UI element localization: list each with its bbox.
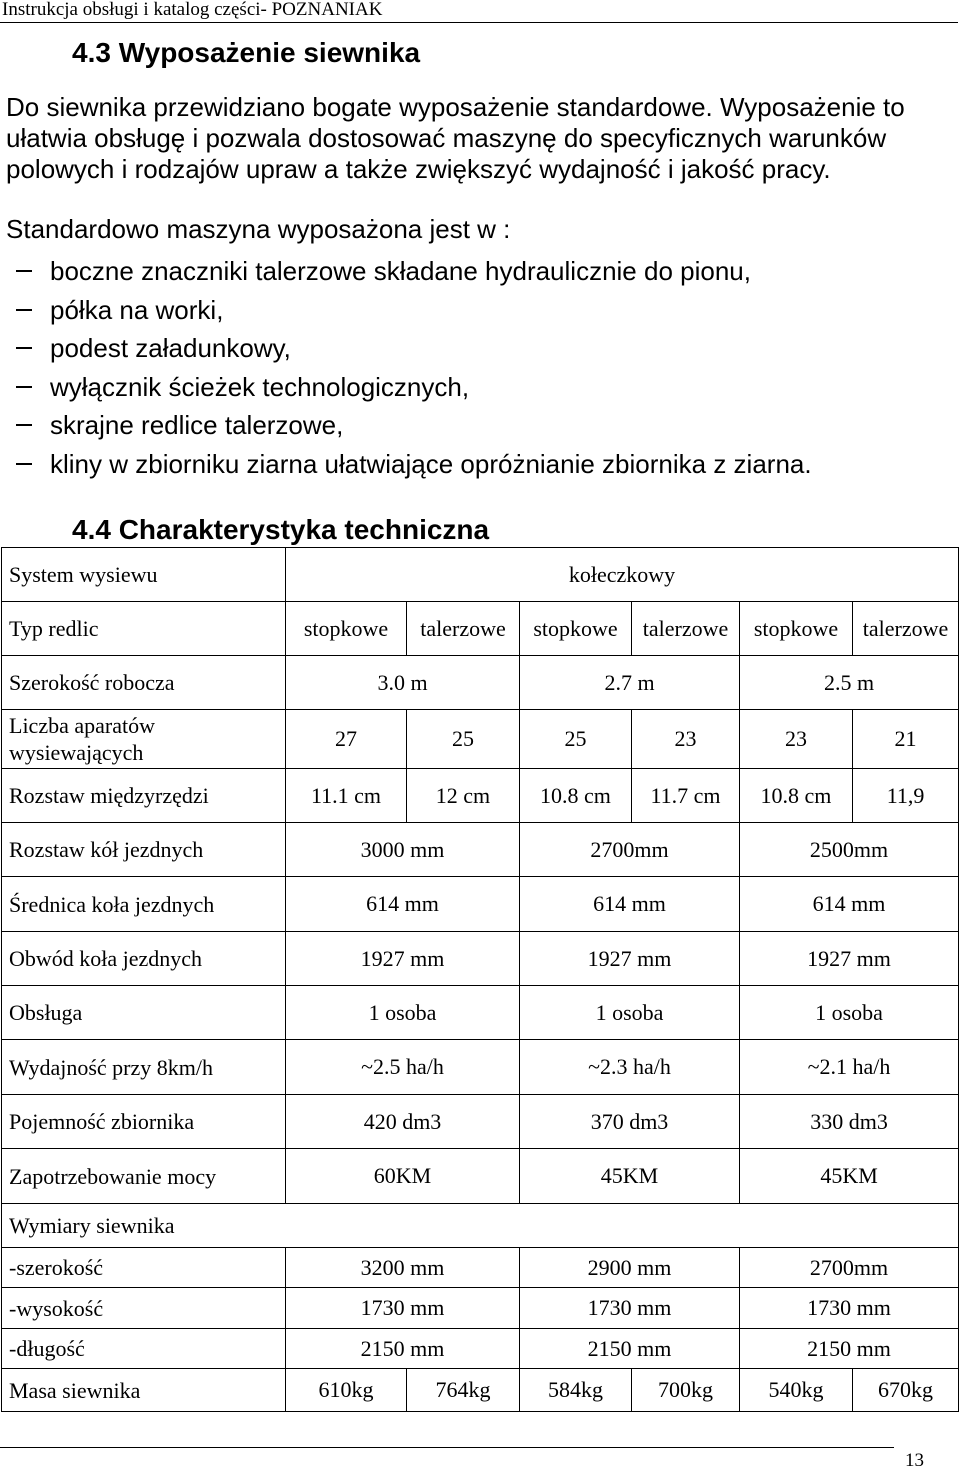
list-item-text: boczne znaczniki talerzowe składane hydraulicznie do pionu, <box>50 256 751 286</box>
table-cell: 610kg <box>286 1369 407 1412</box>
row-label: Liczba aparatów wysiewających <box>2 710 286 769</box>
row-label: -długość <box>2 1329 286 1369</box>
table-cell: 60KM <box>286 1149 520 1204</box>
list-item-text: półka na worki, <box>50 294 224 325</box>
table-row <box>2 710 959 769</box>
table-cell: 3.0 m <box>286 656 520 710</box>
table-row <box>2 1288 959 1329</box>
table-row <box>2 1204 959 1248</box>
table-cell: talerzowe <box>632 602 740 656</box>
row-label: -szerokość <box>2 1248 286 1288</box>
table-cell: stopkowe <box>286 602 407 656</box>
intro-text: Do siewnika przewidziano bogate wyposażenie standardowe. Wyposażenie to ułatwia obsługę i pozwala dostosować maszynę do specyficznych warunków polowych i rodzajów upraw a także zwiększyć wydajność i jakość pracy. <box>6 92 905 184</box>
row-label: System wysiewu <box>2 548 286 602</box>
table-cell: 12 cm <box>407 769 520 823</box>
table-cell: kołeczkowy <box>286 548 959 602</box>
table-cell: 45KM <box>520 1149 740 1204</box>
table-cell: 1927 mm <box>520 932 740 986</box>
table-cell: stopkowe <box>520 602 632 656</box>
table-row <box>2 1248 959 1288</box>
table-row <box>2 769 959 823</box>
section-heading-specs: 4.4 Charakterystyka techniczna <box>72 514 490 545</box>
header-title: Instrukcja obsługi i katalog części- POZNANIAK <box>2 0 383 20</box>
table-cell: 584kg <box>520 1369 632 1412</box>
table-row <box>2 1095 959 1149</box>
dash-bullet-icon <box>16 463 32 465</box>
table-row <box>2 656 959 710</box>
table-row <box>2 548 959 602</box>
footer-rule <box>0 1447 894 1448</box>
table-cell: 11.7 cm <box>632 769 740 823</box>
table-cell: 10.8 cm <box>740 769 853 823</box>
list-item-text: skrajne redlice talerzowe, <box>50 410 344 441</box>
table-cell: 614 mm <box>520 877 740 932</box>
table-cell: 11,9 <box>853 769 959 823</box>
row-label: Wydajność przy 8km/h <box>2 1040 286 1095</box>
table-cell: 3000 mm <box>286 823 520 877</box>
table-cell: 2150 mm <box>520 1329 740 1369</box>
table-cell: 614 mm <box>286 877 520 932</box>
row-label: Obsługa <box>2 986 286 1040</box>
table-cell: 1 osoba <box>740 986 959 1040</box>
dash-bullet-icon <box>16 270 32 272</box>
table-cell: 1927 mm <box>740 932 959 986</box>
table-row <box>2 1040 959 1095</box>
table-cell: 10.8 cm <box>520 769 632 823</box>
list-item-text: podest załadunkowy, <box>50 333 291 364</box>
table-cell: 670kg <box>853 1369 959 1412</box>
table-cell: talerzowe <box>853 602 959 656</box>
table-cell: 1730 mm <box>740 1288 959 1329</box>
table-cell: 21 <box>853 710 959 769</box>
dash-bullet-icon <box>16 309 32 311</box>
standard-lead: Standardowo maszyna wyposażona jest w : <box>6 214 511 244</box>
row-label: Rozstaw kół jezdnych <box>2 823 286 877</box>
table-cell: 330 dm3 <box>740 1095 959 1149</box>
table-cell: 700kg <box>632 1369 740 1412</box>
table-cell: 1927 mm <box>286 932 520 986</box>
row-label: -wysokość <box>2 1288 286 1329</box>
table-cell: 3200 mm <box>286 1248 520 1288</box>
table-cell: 45KM <box>740 1149 959 1204</box>
table-row <box>2 1149 959 1204</box>
table-cell: 2700mm <box>520 823 740 877</box>
row-label: Wymiary siewnika <box>2 1204 959 1248</box>
table-cell: 2700mm <box>740 1248 959 1288</box>
table-cell: ~2.5 ha/h <box>286 1040 520 1095</box>
list-item-text: wyłącznik ścieżek technologicznych, <box>50 371 470 402</box>
table-cell: 1730 mm <box>520 1288 740 1329</box>
table-cell: 370 dm3 <box>520 1095 740 1149</box>
row-label: Szerokość robocza <box>2 656 286 710</box>
table-cell: talerzowe <box>407 602 520 656</box>
dash-bullet-icon <box>16 386 32 388</box>
row-label: Typ redlic <box>2 602 286 656</box>
row-label: Zapotrzebowanie mocy <box>2 1149 286 1204</box>
table-cell: 614 mm <box>740 877 959 932</box>
table-row <box>2 877 959 932</box>
table-row <box>2 823 959 877</box>
table-row <box>2 1369 959 1412</box>
row-label: Rozstaw międzyrzędzi <box>2 769 286 823</box>
table-cell: 2500mm <box>740 823 959 877</box>
table-cell: 1 osoba <box>286 986 520 1040</box>
table-row <box>2 1329 959 1369</box>
section-heading-equipment: 4.3 Wyposażenie siewnika <box>72 37 421 68</box>
row-label: Średnica koła jezdnych <box>2 877 286 932</box>
table-cell: 25 <box>407 710 520 769</box>
table-cell: 2150 mm <box>286 1329 520 1369</box>
table-cell: 25 <box>520 710 632 769</box>
table-cell: 2900 mm <box>520 1248 740 1288</box>
list-item-text: kliny w zbiorniku ziarna ułatwiające opróżnianie zbiornika z ziarna. <box>50 448 812 479</box>
table-cell: ~2.3 ha/h <box>520 1040 740 1095</box>
table-cell: 764kg <box>407 1369 520 1412</box>
running-header <box>0 0 958 23</box>
table-cell: 1730 mm <box>286 1288 520 1329</box>
table-row <box>2 602 959 656</box>
table-cell: 27 <box>286 710 407 769</box>
table-cell: 2150 mm <box>740 1329 959 1369</box>
table-row <box>2 986 959 1040</box>
page-number: 13 <box>905 1450 924 1471</box>
spec-table <box>1 547 959 1412</box>
row-label: Pojemność zbiornika <box>2 1095 286 1149</box>
table-cell: 540kg <box>740 1369 853 1412</box>
table-cell: ~2.1 ha/h <box>740 1040 959 1095</box>
intro-paragraph <box>6 92 956 185</box>
dash-bullet-icon <box>16 347 32 349</box>
table-cell: 2.7 m <box>520 656 740 710</box>
dash-bullet-icon <box>16 424 32 426</box>
row-label: Obwód koła jezdnych <box>2 932 286 986</box>
row-label: Masa siewnika <box>2 1369 286 1412</box>
table-cell: 420 dm3 <box>286 1095 520 1149</box>
table-cell: 1 osoba <box>520 986 740 1040</box>
table-cell: 2.5 m <box>740 656 959 710</box>
table-cell: 23 <box>740 710 853 769</box>
table-row <box>2 932 959 986</box>
table-cell: 11.1 cm <box>286 769 407 823</box>
table-cell: 23 <box>632 710 740 769</box>
table-cell: stopkowe <box>740 602 853 656</box>
